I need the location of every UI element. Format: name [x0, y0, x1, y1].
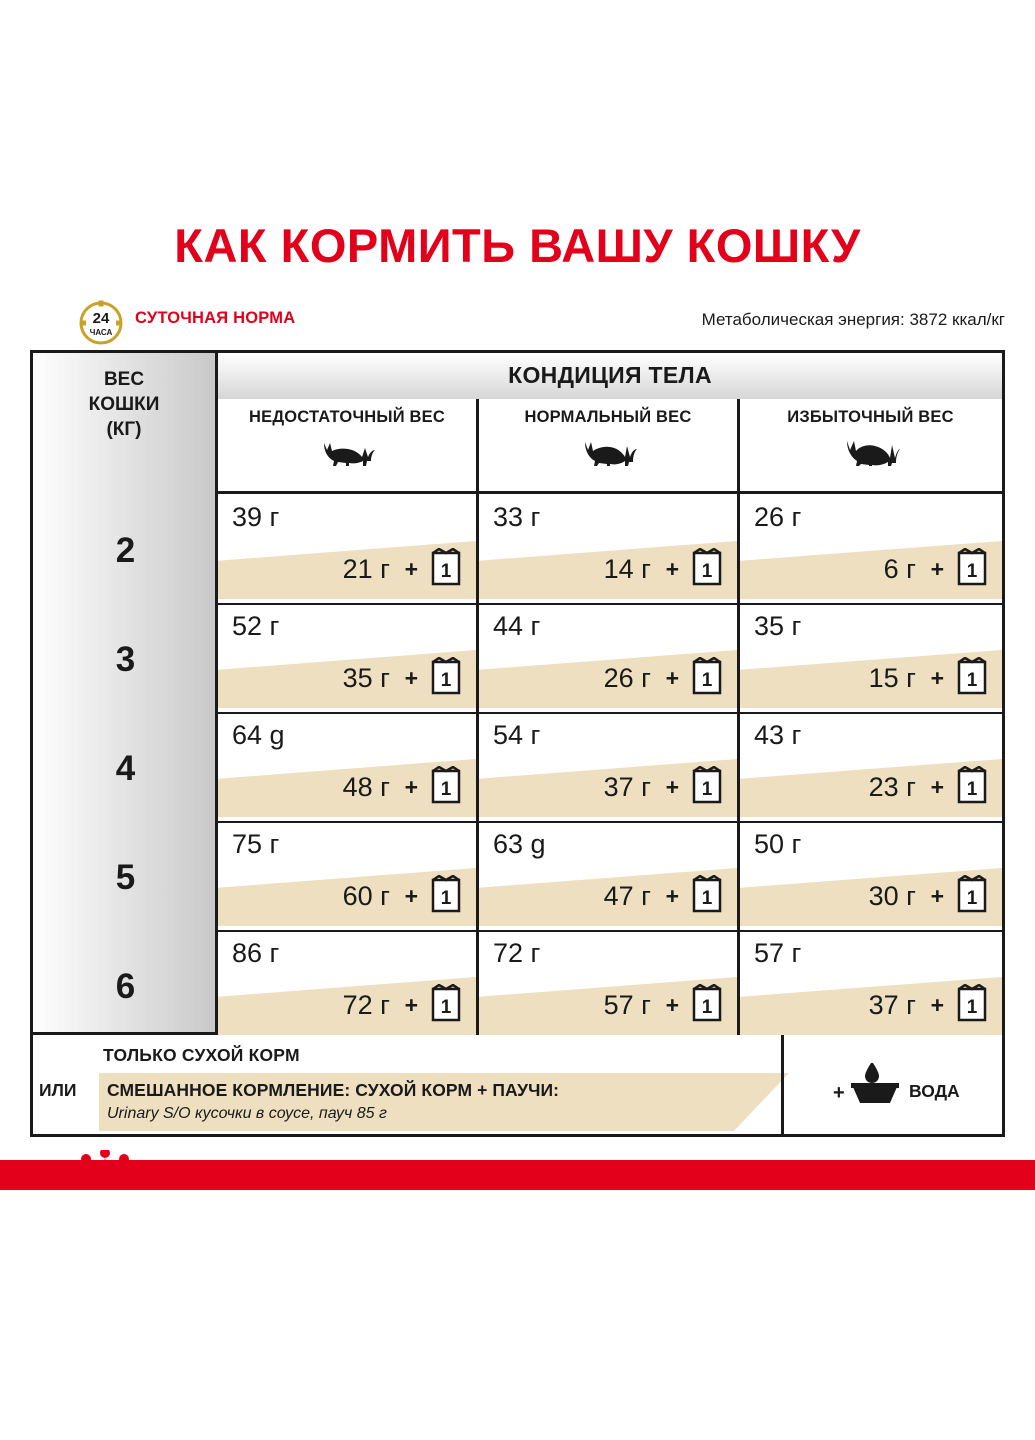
legend-or-label: ИЛИ — [39, 1080, 77, 1100]
dry-amount: 50 г — [754, 829, 802, 859]
legend-water — [833, 1059, 1003, 1109]
condition-header-underweight — [218, 399, 476, 491]
plus-sign: + — [665, 556, 679, 582]
mixed-amount: 57 г — [603, 990, 651, 1020]
plus-sign: + — [930, 883, 944, 909]
mixed-amount: 23 г — [868, 772, 916, 802]
plus-sign: + — [930, 992, 944, 1018]
pouch-icon — [430, 657, 462, 695]
plus-sign: + — [404, 883, 418, 909]
table-cell — [479, 930, 737, 1039]
dry-amount: 44 г — [493, 611, 541, 641]
table-cell — [479, 603, 737, 712]
weight-header-line2: КОШКИ — [88, 394, 160, 415]
plus-sign: + — [404, 556, 418, 582]
legend-mixed-sublabel: Urinary S/O кусочки в соусе, пауч 85 г — [107, 1105, 387, 1122]
svg-text:1: 1 — [440, 779, 452, 800]
dry-amount: 52 г — [232, 611, 280, 641]
table-cell — [740, 821, 1002, 930]
cat-normal-icon — [479, 437, 737, 472]
mixed-amount: 72 г — [342, 990, 390, 1020]
svg-text:1: 1 — [966, 997, 978, 1018]
pouch-icon — [691, 657, 723, 695]
body-condition-title: КОНДИЦИЯ ТЕЛА — [508, 362, 712, 388]
mixed-amount: 21 г — [342, 554, 390, 584]
weight-header-line3: (КГ) — [106, 419, 142, 440]
weight-value: 3 — [115, 640, 136, 679]
dry-amount: 64 g — [232, 720, 285, 750]
pouch-icon — [691, 984, 723, 1022]
svg-text:1: 1 — [440, 888, 452, 909]
table-cell — [479, 821, 737, 930]
mixed-amount: 37 г — [868, 990, 916, 1020]
condition-label: НОРМАЛЬНЫЙ ВЕС — [524, 408, 692, 426]
metabolic-energy-label: Метаболическая энергия: 3872 ккал/кг — [701, 310, 1005, 329]
plus-sign: + — [404, 774, 418, 800]
royal-canin-crown-logo — [60, 1150, 150, 1198]
feeding-table — [30, 350, 1005, 1035]
table-cell — [218, 603, 476, 712]
condition-header-overweight — [740, 399, 1001, 491]
weight-column — [33, 353, 218, 1032]
svg-text:1: 1 — [701, 561, 713, 582]
dry-amount: 86 г — [232, 938, 280, 968]
table-cell — [740, 712, 1002, 821]
svg-text:1: 1 — [966, 561, 978, 582]
pouch-icon — [691, 766, 723, 804]
subheader — [30, 300, 1005, 346]
mixed-amount: 35 г — [342, 663, 390, 693]
dry-amount: 26 г — [754, 502, 802, 532]
mixed-amount: 15 г — [868, 663, 916, 693]
dry-amount: 43 г — [754, 720, 802, 750]
legend-dry-only-label: ТОЛЬКО СУХОЙ КОРМ — [103, 1045, 300, 1065]
weight-value: 4 — [115, 749, 136, 788]
pouch-icon — [430, 548, 462, 586]
dry-amount: 72 г — [493, 938, 541, 968]
svg-text:1: 1 — [701, 997, 713, 1018]
table-cell — [479, 494, 737, 603]
dry-amount: 33 г — [493, 502, 541, 532]
dry-amount: 63 g — [493, 829, 546, 859]
legend-mixed-label: СМЕШАННОЕ КОРМЛЕНИЕ: СУХОЙ КОРМ + ПАУЧИ: — [107, 1080, 560, 1100]
mixed-amount: 48 г — [342, 772, 390, 802]
plus-sign: + — [665, 883, 679, 909]
dry-amount: 39 г — [232, 502, 280, 532]
plus-sign: + — [930, 774, 944, 800]
legend-divider — [781, 1035, 784, 1134]
plus-sign: + — [930, 556, 944, 582]
svg-text:24: 24 — [92, 310, 110, 327]
cat-fat-icon — [740, 437, 1001, 472]
svg-text:1: 1 — [440, 997, 452, 1018]
svg-text:1: 1 — [701, 670, 713, 691]
table-cell — [218, 930, 476, 1039]
clock-24h-icon — [78, 300, 124, 346]
pouch-icon — [430, 875, 462, 913]
brand-bar — [0, 1160, 1035, 1190]
mixed-amount: 30 г — [868, 881, 916, 911]
svg-text:1: 1 — [440, 670, 452, 691]
mixed-amount: 47 г — [603, 881, 651, 911]
condition-label: ИЗБЫТОЧНЫЙ ВЕС — [787, 408, 954, 426]
plus-sign: + — [665, 774, 679, 800]
plus-sign: + — [404, 665, 418, 691]
pouch-icon — [956, 657, 988, 695]
mixed-amount: 60 г — [342, 881, 390, 911]
table-cell — [740, 930, 1002, 1039]
mixed-amount: 37 г — [603, 772, 651, 802]
pouch-icon — [691, 548, 723, 586]
mixed-amount: 14 г — [603, 554, 651, 584]
table-cell — [218, 821, 476, 930]
legend-panel — [30, 1035, 1005, 1137]
pouch-icon — [956, 548, 988, 586]
pouch-icon — [956, 766, 988, 804]
plus-sign: + — [665, 665, 679, 691]
water-bowl-icon — [849, 1061, 901, 1112]
pouch-icon — [956, 984, 988, 1022]
daily-norm-label: СУТОЧНАЯ НОРМА — [135, 309, 296, 327]
table-cell — [740, 603, 1002, 712]
table-cell — [479, 712, 737, 821]
table-cell — [218, 712, 476, 821]
plus-sign: + — [930, 665, 944, 691]
weight-value: 5 — [115, 858, 136, 897]
condition-label: НЕДОСТАТОЧНЫЙ ВЕС — [249, 408, 445, 426]
plus-sign: + — [665, 992, 679, 1018]
plus-sign: + — [833, 1082, 845, 1104]
mixed-amount: 26 г — [603, 663, 651, 693]
svg-text:1: 1 — [966, 888, 978, 909]
table-cell — [740, 494, 1002, 603]
svg-text:1: 1 — [701, 888, 713, 909]
weight-header-line1: ВЕС — [103, 369, 145, 390]
page-title: КАК КОРМИТЬ ВАШУ КОШКУ — [174, 219, 861, 272]
svg-text:1: 1 — [966, 779, 978, 800]
condition-headers — [218, 399, 1002, 491]
plus-sign: + — [404, 992, 418, 1018]
dry-amount: 35 г — [754, 611, 802, 641]
dry-amount: 57 г — [754, 938, 802, 968]
pouch-icon — [430, 984, 462, 1022]
weight-value: 6 — [115, 967, 136, 1006]
svg-text:1: 1 — [966, 670, 978, 691]
svg-text:1: 1 — [701, 779, 713, 800]
water-label: ВОДА — [909, 1081, 960, 1101]
svg-text:1: 1 — [440, 561, 452, 582]
dry-amount: 75 г — [232, 829, 280, 859]
weight-column-header — [33, 367, 215, 442]
table-cell — [218, 494, 476, 603]
pouch-icon — [956, 875, 988, 913]
weight-value: 2 — [115, 531, 136, 570]
pouch-icon — [691, 875, 723, 913]
mixed-amount: 6 г — [883, 554, 916, 584]
dry-amount: 54 г — [493, 720, 541, 750]
svg-text:ЧАСА: ЧАСА — [89, 328, 113, 337]
condition-header-normal — [479, 399, 737, 491]
pouch-icon — [430, 766, 462, 804]
cat-thin-icon — [218, 437, 476, 472]
